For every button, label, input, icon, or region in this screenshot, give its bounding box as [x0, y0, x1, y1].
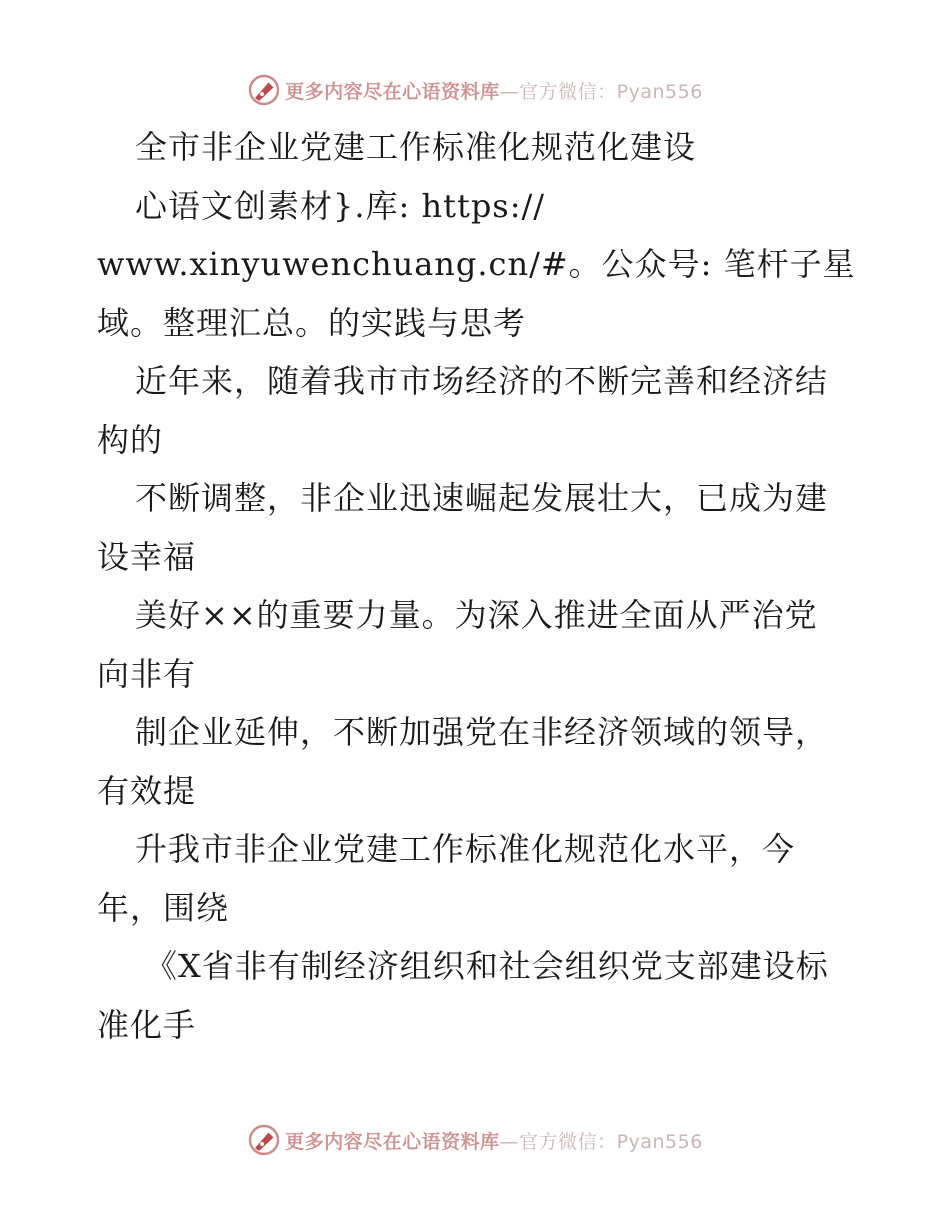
doc-title-line-3: www.xinyuwenchuang.cn/#。公众号: 笔杆子星 [97, 245, 856, 283]
paragraph-line: 设幸福 [97, 537, 197, 576]
watermark-wechat-text: 官方微信：Pyan556 [519, 1130, 703, 1153]
footer-watermark-banner [0, 1120, 950, 1160]
paragraph-line: 《X省非有制经济组织和社会组织党支部建设标 [145, 947, 829, 985]
watermark-library-text: 更多内容尽在心语资料库 [285, 80, 500, 103]
paragraph-line: 升我市非企业党建工作标准化规范化水平，今 [135, 830, 796, 868]
watermark-dash: — [499, 80, 520, 103]
watermark-wechat-text: 官方微信：Pyan556 [519, 80, 703, 103]
watermark-dash: — [499, 1130, 520, 1153]
paragraph-line: 制企业延伸，不断加强党在非经济领域的领导， [135, 713, 829, 751]
paragraph-line: 准化手 [97, 1005, 197, 1044]
paragraph-line: 年，围绕 [97, 888, 230, 927]
doc-title-line-1: 全市非企业党建工作标准化规范化建设 [135, 128, 697, 166]
header-watermark-banner [0, 70, 950, 110]
paragraph-line: 有效提 [97, 771, 197, 810]
paragraph-line: 近年来，随着我市市场经济的不断完善和经济结 [135, 362, 829, 400]
paragraph-line: 向非有 [97, 654, 197, 693]
paragraph-line: 不断调整，非企业迅速崛起发展壮大，已成为建 [135, 479, 829, 517]
pen-nib-logo-icon [247, 1123, 281, 1157]
paragraph-line: 美好××的重要力量。为深入推进全面从严治党 [135, 596, 818, 634]
doc-title-line-4: 域。整理汇总。的实践与思考 [97, 303, 527, 342]
pen-nib-logo-icon [247, 73, 281, 107]
document-body [97, 118, 867, 1054]
watermark-library-text: 更多内容尽在心语资料库 [285, 1130, 500, 1153]
paragraph-line: 构的 [97, 420, 164, 459]
doc-title-line-2: 心语文创素材}.库: https:// [135, 186, 546, 225]
